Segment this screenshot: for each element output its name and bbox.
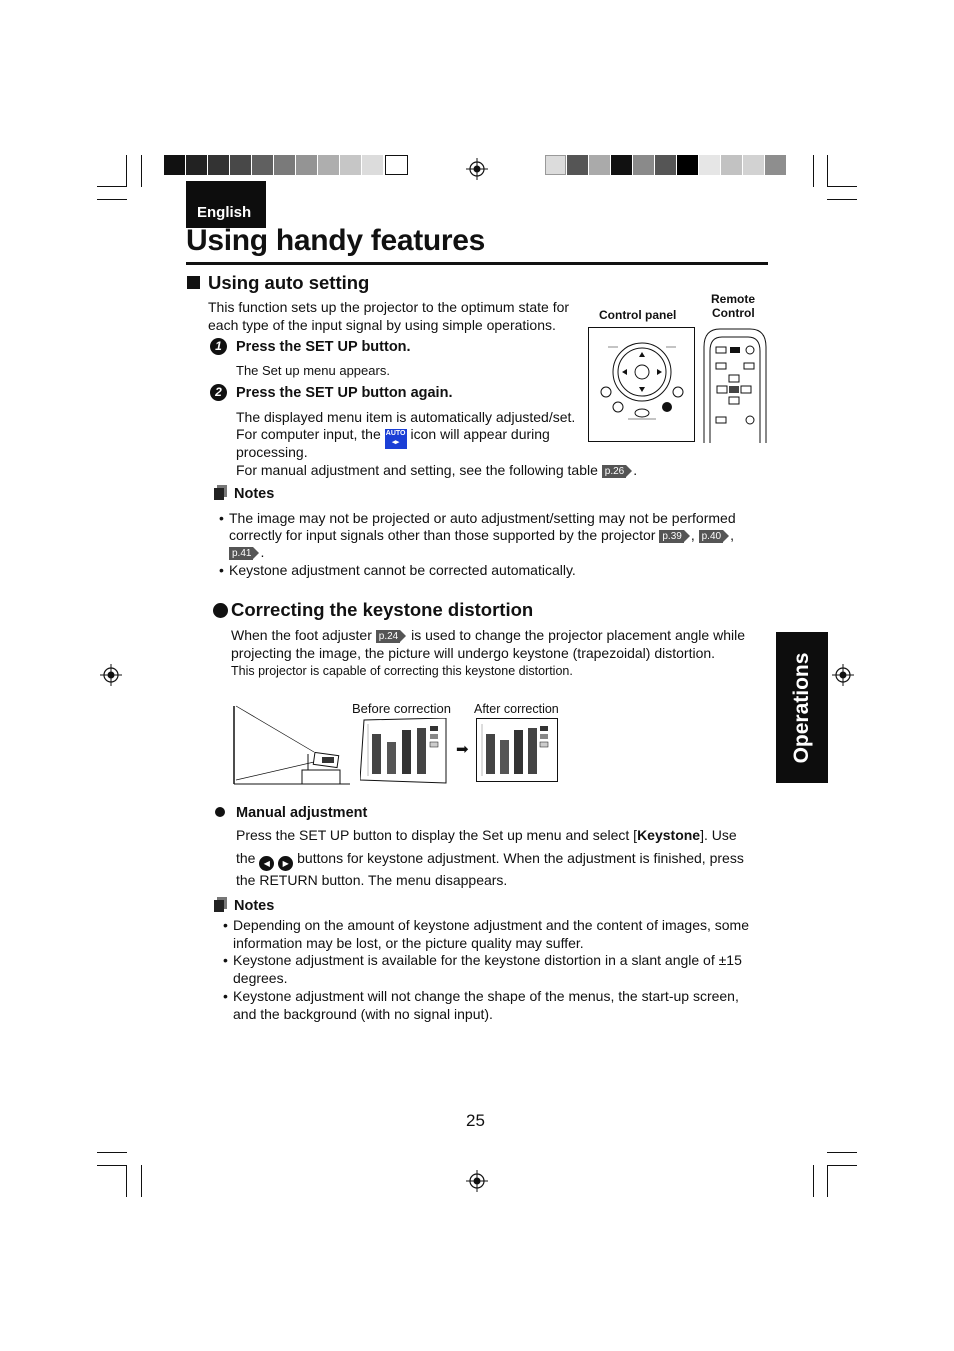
manual-line2a: the (236, 850, 256, 866)
notes-1-item-2-text: Keystone adjustment cannot be corrected automatically. (229, 562, 576, 578)
notes-2-item-3-line2: and the background (with no signal input). (233, 1006, 493, 1022)
remote-label-line1: Remote (711, 292, 756, 306)
auto-intro-line1: This function sets up the projector to the optimum state for (208, 299, 570, 315)
notes-2-item-1 (223, 916, 783, 952)
arrow-right-icon: ➡ (456, 741, 469, 758)
page-number: 25 (466, 1111, 485, 1130)
section-heading-auto: Using auto setting (208, 272, 370, 293)
keystone-line1 (231, 626, 745, 644)
notes-1-item-1-line3: p.41 . (229, 543, 264, 561)
section-side-tab (776, 632, 828, 783)
keystone-line1b: is used to change the projector placement angle while (411, 627, 745, 643)
registration-target-icon (466, 158, 488, 180)
round-bullet-icon (213, 603, 228, 618)
bullet-icon: • (223, 917, 228, 933)
notes-2-item-3-line1: Keystone adjustment will not change the shape of the menus, the start-up screen, (233, 988, 739, 1004)
left-button-icon: ◀ (259, 856, 274, 871)
notes-2-item-1-line2: information may be lost, or the picture quality may suffer. (233, 935, 584, 951)
remote-label-line2: Control (712, 306, 755, 320)
notes-2-item-2-line2: degrees. (233, 970, 288, 986)
step-2-label: Press the SET UP button again. (236, 385, 453, 401)
remote-control-illustration (700, 327, 770, 443)
bullet-icon: • (219, 510, 224, 526)
step-1-detail: The Set up menu appears. (236, 363, 390, 378)
registration-target-icon (466, 1170, 488, 1192)
section-heading-keystone: Correcting the keystone distortion (231, 599, 534, 620)
auto-intro-line2: each type of the input signal by using simple operations. (208, 317, 556, 333)
auto-adjust-icon: AUTO ◂▸ (385, 429, 407, 449)
step-1-label: Press the SET UP button. (236, 339, 411, 355)
page-ref-p26[interactable]: p.26 (602, 465, 626, 478)
step-2-detail-2b: icon will appear during (410, 426, 550, 442)
manual-line1-bold: Keystone (637, 827, 701, 843)
manual-line3: the RETURN button. The menu disappears. (236, 872, 508, 888)
step-2-icon: 2 (210, 384, 227, 401)
side-tab-label: Operations (790, 652, 813, 763)
projector-angle-illustration (232, 704, 352, 786)
step-2-detail-4: For manual adjustment and setting, see the following table p.26 . (236, 462, 638, 478)
manual-line2 (236, 849, 744, 871)
bullet-icon: • (223, 952, 228, 968)
before-correction-screen (360, 718, 447, 784)
page-ref-p24[interactable]: p.24 (376, 630, 400, 643)
notes-2-item-2 (223, 951, 783, 987)
bullet-icon: • (219, 562, 224, 578)
notes-icon (214, 897, 227, 912)
notes-2-item-3 (223, 987, 783, 1023)
manual-line2b: buttons for keystone adjustment. When the adjustment is finished, press (297, 850, 744, 866)
notes-1-item-1-line1: The image may not be projected or auto adjustment/setting may not be performed (229, 510, 736, 526)
page-ref-p41[interactable]: p.41 (229, 547, 253, 560)
manual-line1 (236, 826, 737, 844)
notes-2-heading: Notes (234, 898, 275, 914)
keystone-line2: projecting the image, the picture will undergo keystone (trapezoidal) distortion. (231, 645, 716, 661)
manual-line1a: Press the SET UP button to display the Set up menu and select [ (236, 827, 638, 843)
step-1-icon: 1 (210, 338, 227, 355)
after-correction-label: After correction (474, 702, 559, 716)
square-bullet-icon (187, 276, 200, 289)
notes-1-heading: Notes (234, 486, 275, 502)
auto-icon-text: AUTO (385, 430, 406, 437)
notes-1-item-1-line2: correctly for input signals other than those supported by the projector p.39 , p.40 , (229, 527, 734, 543)
page-ref-p39[interactable]: p.39 (659, 530, 683, 543)
step-2-detail-3: processing. (236, 444, 308, 460)
notes-1-item-2 (219, 561, 779, 579)
step-2-detail-2a: For computer input, the (236, 426, 381, 442)
page-ref-p40[interactable]: p.40 (699, 530, 723, 543)
step-2-detail-1: The displayed menu item is automatically adjusted/set. (236, 409, 576, 425)
registration-target-icon (100, 664, 122, 686)
after-correction-screen (476, 718, 558, 782)
manual-line1b: ]. Use (700, 827, 737, 843)
registration-target-icon (832, 664, 854, 686)
notes-1-item-1-line2-text: correctly for input signals other than those supported by the projector (229, 527, 656, 543)
manual-heading: Manual adjustment (236, 805, 368, 821)
language-tab: English (186, 181, 266, 228)
page-title: Using handy features (186, 224, 486, 257)
before-correction-label: Before correction (352, 701, 451, 716)
bullet-icon: • (223, 988, 228, 1004)
notes-icon (214, 485, 227, 500)
control-panel-label: Control panel (599, 308, 677, 322)
keystone-line1a: When the foot adjuster (231, 627, 372, 643)
title-underline (186, 262, 768, 265)
right-button-icon: ▶ (278, 856, 293, 871)
notes-1-item-1 (219, 509, 779, 565)
notes-2-item-1-line1: Depending on the amount of keystone adjustment and the content of images, some (233, 917, 749, 933)
keystone-line3: This projector is capable of correcting this keystone distortion. (231, 664, 573, 678)
control-panel-illustration (588, 327, 698, 443)
notes-2-item-2-line1: Keystone adjustment is available for the keystone distortion in a slant angle of ±15 (233, 952, 742, 968)
round-bullet-small-icon (215, 807, 225, 817)
step-2-detail-4-text: For manual adjustment and setting, see the following table (236, 462, 598, 478)
